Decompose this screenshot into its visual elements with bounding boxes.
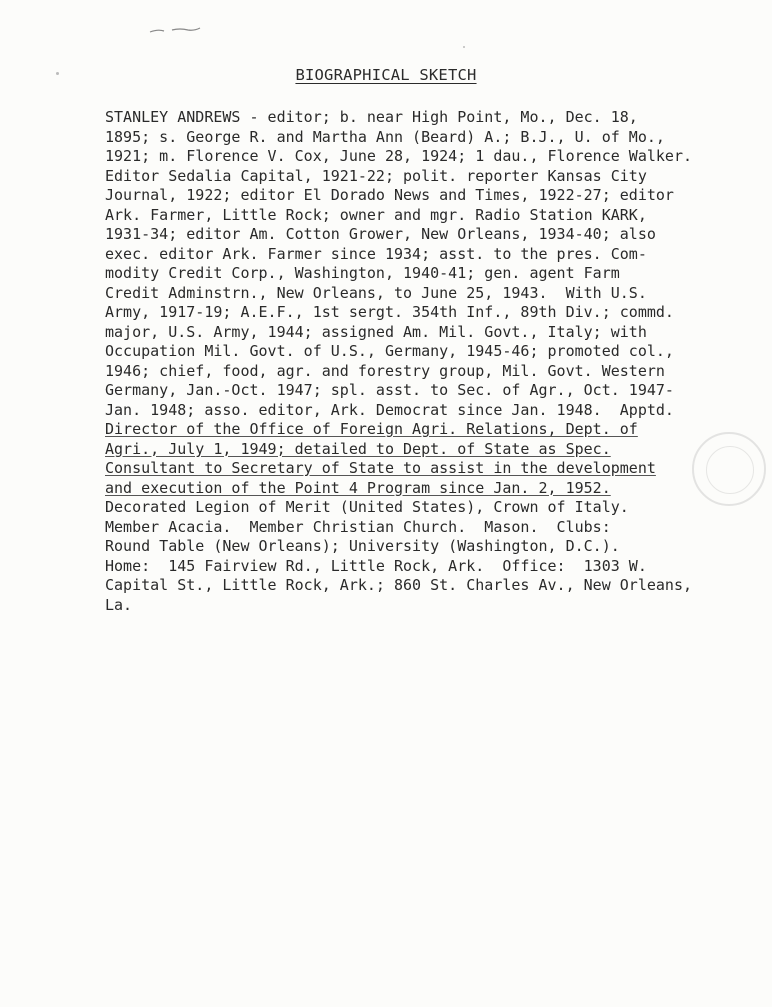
text-line: exec. editor Ark. Farmer since 1934; asst. to the pres. Com- <box>105 244 647 263</box>
text-line-underlined <box>105 420 765 440</box>
text-line: Germany, Jan.-Oct. 1947; spl. asst. to Sec. of Agr., Oct. 1947- <box>105 381 674 399</box>
paper-speck <box>463 46 465 48</box>
text-line: Journal, 1922; editor El Dorado News and Times, 1922-27; editor <box>105 186 674 204</box>
text-line: 1946; chief, food, agr. and forestry group, Mil. Govt. Western <box>105 361 665 380</box>
document-title-text: BIOGRAPHICAL SKETCH <box>295 66 477 84</box>
text-line: Ark. Farmer, Little Rock; owner and mgr. Radio Station KARK, <box>105 205 647 224</box>
text-line: 1895; s. George R. and Martha Ann (Beard) A.; B.J., U. of Mo., <box>105 127 665 146</box>
text-line: Credit Adminstrn., New Orleans, to June 25, 1943. With U.S. <box>105 283 647 302</box>
text-line: STANLEY ANDREWS - editor; b. near High Point, Mo., Dec. 18, <box>105 108 638 126</box>
text-line: Editor Sedalia Capital, 1921-22; polit. reporter Kansas City <box>105 166 647 185</box>
underlined-text: Consultant to Secretary of State to assist in the development <box>105 459 656 477</box>
text-line: Round Table (New Orleans); University (Washington, D.C.). <box>105 537 620 555</box>
biography-body <box>105 108 765 615</box>
pen-mark <box>148 26 208 34</box>
underlined-text: Director of the Office of Foreign Agri. Relations, Dept. of <box>105 420 638 438</box>
text-line: La. <box>105 595 133 614</box>
text-line: Member Acacia. Member Christian Church. Mason. Clubs: <box>105 517 611 536</box>
underlined-text: Agri., July 1, 1949; detailed to Dept. of State as Spec. <box>105 439 611 458</box>
text-line-underlined <box>105 440 765 460</box>
text-line: Capital St., Little Rock, Ark.; 860 St. Charles Av., New Orleans, <box>105 576 692 594</box>
text-line-underlined <box>105 479 765 499</box>
text-line: 1921; m. Florence V. Cox, June 28, 1924; 1 dau., Florence Walker. <box>105 147 692 165</box>
faded-stamp <box>692 432 766 506</box>
text-line-underlined <box>105 459 765 479</box>
text-line: major, U.S. Army, 1944; assigned Am. Mil. Govt., Italy; with <box>105 322 647 341</box>
text-line: 1931-34; editor Am. Cotton Grower, New Orleans, 1934-40; also <box>105 225 656 243</box>
text-line: Decorated Legion of Merit (United States), Crown of Italy. <box>105 498 629 516</box>
text-line: modity Credit Corp., Washington, 1940-41; gen. agent Farm <box>105 264 620 282</box>
text-line: Home: 145 Fairview Rd., Little Rock, Ark. Office: 1303 W. <box>105 556 647 575</box>
text-line: Jan. 1948; asso. editor, Ark. Democrat since Jan. 1948. Apptd. <box>105 400 674 419</box>
text-line: Army, 1917-19; A.E.F., 1st sergt. 354th Inf., 89th Div.; commd. <box>105 303 674 321</box>
document-title <box>0 66 772 84</box>
text-line: Occupation Mil. Govt. of U.S., Germany, 1945-46; promoted col., <box>105 342 674 360</box>
underlined-text: and execution of the Point 4 Program since Jan. 2, 1952. <box>105 478 611 497</box>
